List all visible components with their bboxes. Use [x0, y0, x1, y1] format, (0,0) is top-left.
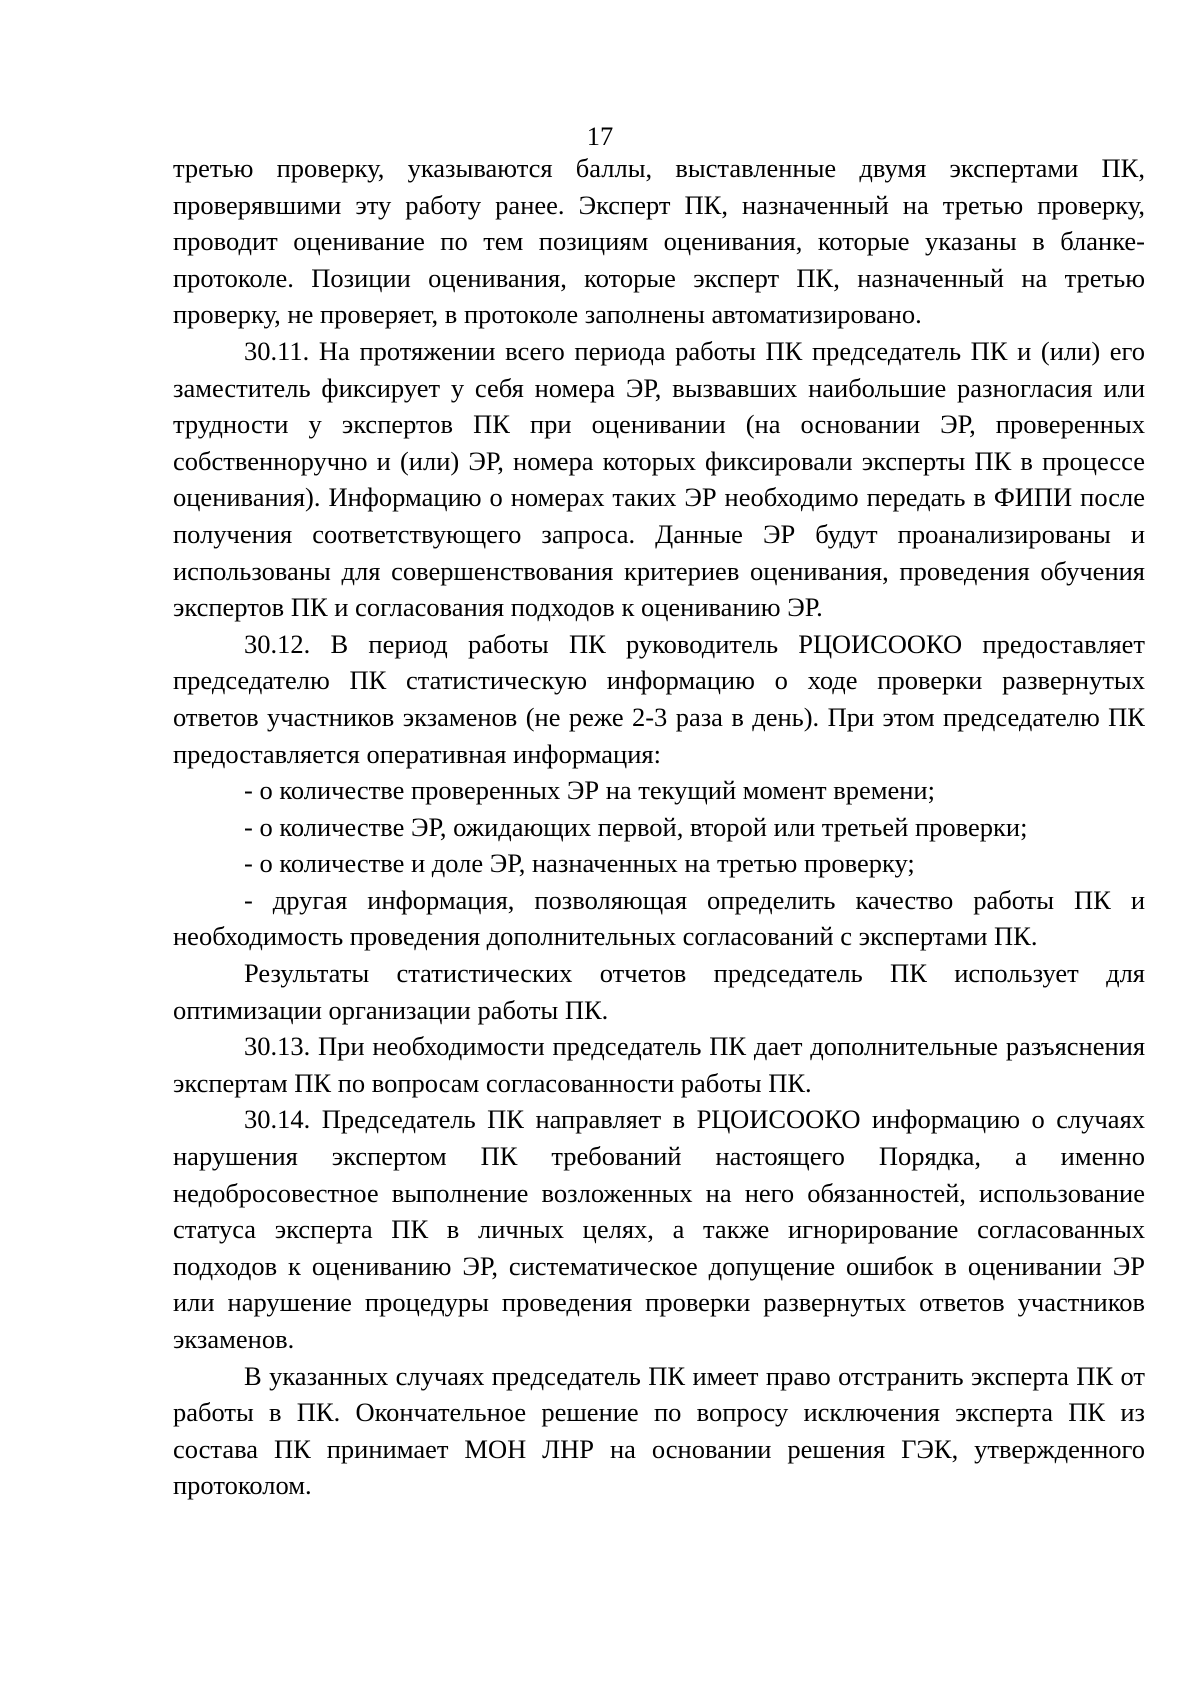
paragraph-30-14	[173, 1101, 1145, 1357]
paragraph-text: При необходимости председатель ПК дает дополнительные разъяснения экспертам ПК по вопросам согласованности работы ПК.	[173, 1031, 1146, 1098]
document-body	[173, 150, 1145, 1504]
paragraph-30-13	[173, 1028, 1145, 1101]
paragraph-statistics-results: Результаты статистических отчетов председатель ПК использует для оптимизации организации работы ПК.	[173, 958, 1145, 1025]
paragraph-text: Председатель ПК направляет в РЦОИСООКО информацию о случаях нарушения экспертом ПК требований настоящего Порядка, а именно недобросовестное выполнение возложенных на него обязанностей, использование статуса эксперта ПК в личных целях, а также игнорирование согласованных подходов к оцениванию ЭР, систематическое допущение ошибок в оценивании ЭР или нарушение процедуры проведения проверки развернутых ответов участников экзаменов.	[173, 1104, 1146, 1354]
clause-number: 30.11.	[244, 335, 310, 366]
page-number: 17	[586, 121, 614, 151]
list-item: - о количестве ЭР, ожидающих первой, второй или третьей проверки;	[244, 811, 1028, 842]
paragraph-text: В период работы ПК руководитель РЦОИСООКО предоставляет председателю ПК статистическую информацию о ходе проверки развернутых ответов участников экзаменов (не реже 2-3 раза в день). При этом председателю ПК предоставляется оперативная информация:	[173, 628, 1146, 769]
paragraph-30-11	[173, 333, 1145, 626]
list-item: - о количестве проверенных ЭР на текущий момент времени;	[244, 775, 935, 806]
clause-number: 30.14.	[244, 1104, 311, 1135]
paragraph-30-12	[173, 626, 1145, 772]
paragraph-final-decision: В указанных случаях председатель ПК имеет право отстранить эксперта ПК от работы в ПК. Окончательное решение по вопросу исключения эксперта ПК из состава ПК принимает МОН ЛНР на основании решения ГЭК, утвержденного протоколом.	[173, 1360, 1145, 1501]
paragraph-continuation: третью проверку, указываются баллы, выставленные двумя экспертами ПК, проверявшими эту работу ранее. Эксперт ПК, назначенный на третью проверку, проводит оценивание по тем позициям оценивания, которые указаны в бланке-протоколе. Позиции оценивания, которые эксперт ПК, назначенный на третью проверку, не проверяет, в протоколе заполнены автоматизировано.	[173, 153, 1145, 330]
list-item: - о количестве и доле ЭР, назначенных на третью проверку;	[244, 848, 915, 879]
list-item: - другая информация, позволяющая определить качество работы ПК и необходимость проведения дополнительных согласований с экспертами ПК.	[173, 884, 1145, 952]
clause-number: 30.12.	[244, 628, 311, 659]
paragraph-text: На протяжении всего периода работы ПК председатель ПК и (или) его заместитель фиксирует у себя номера ЭР, вызвавших наибольшие разногласия или трудности у экспертов ПК при оценивании (на основании ЭР, проверенных собственноручно и (или) ЭР, номера которых фиксировали эксперты ПК в процессе оценивания). Информацию о номерах таких ЭР необходимо передать в ФИПИ после получения соответствующего запроса. Данные ЭР будут проанализированы и использованы для совершенствования критериев оценивания, проведения обучения экспертов ПК и согласования подходов к оцениванию ЭР.	[173, 335, 1146, 623]
clause-number: 30.13.	[244, 1031, 311, 1062]
